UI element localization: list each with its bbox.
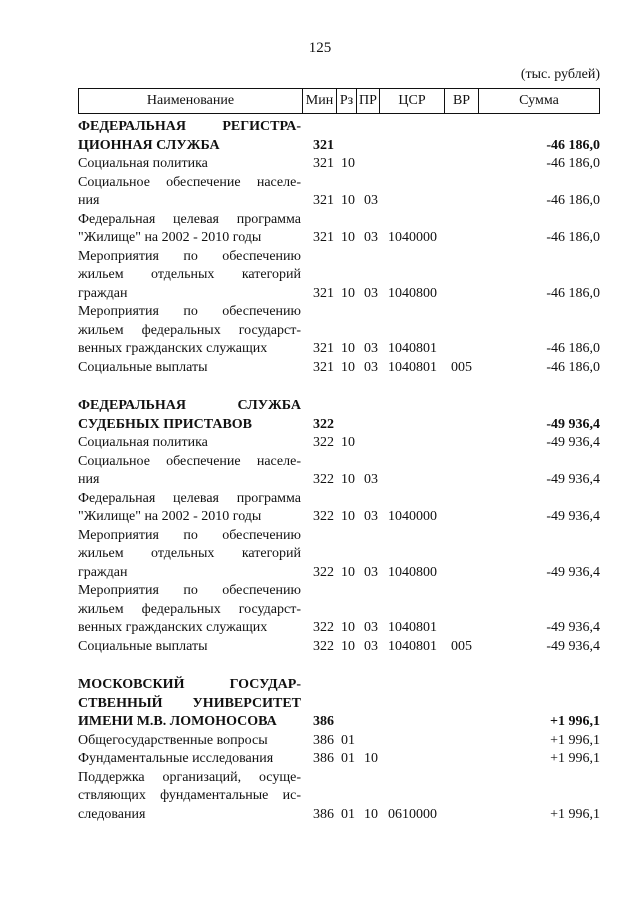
row-csr: 1040800 [388,564,437,580]
section-title-line: МОСКОВСКИЙ ГОСУДАР- [78,677,301,692]
row-name-line: жильем федеральных государст- [78,601,301,617]
section-title-line: ЦИОННАЯ СЛУЖБА [78,137,220,153]
row-csr: 1040000 [388,509,437,524]
row-sum: -46 186,0 [546,193,600,208]
row-sum: -46 186,0 [546,156,600,171]
row-name-line: ствляющих фундаментальные ис- [78,788,301,803]
row-sum: -49 936,4 [546,509,600,524]
row-name-line: Социальные выплаты [78,638,208,654]
row-name-line: "Жилище" на 2002 - 2010 годы [78,230,262,245]
row-name-line: Мероприятия по обеспечению [78,527,301,543]
row-rz: 10 [341,435,355,450]
row-name-line: Социальная политика [78,156,208,171]
row-rz: 10 [341,509,355,524]
header-csr: ЦСР [380,89,445,113]
row-rz: 10 [341,638,355,654]
row-name-line: жильем отдельных категорий [78,267,301,282]
row-sum: -46 186,0 [546,359,600,375]
row-pr: 03 [364,193,378,208]
row-sum: +1 996,1 [550,751,600,766]
section-sum: +1 996,1 [550,714,600,729]
row-pr: 03 [364,564,378,580]
row-name-line: Мероприятия по обеспечению [78,304,301,319]
row-name-line: ния [78,193,100,208]
row-rz: 01 [341,751,355,766]
row-csr: 1040801 [388,638,437,654]
header-name: Наименование [79,89,303,113]
row-name-line: Мероприятия по обеспечению [78,583,301,598]
row-rz: 10 [341,193,355,208]
row-sum: -46 186,0 [546,341,600,356]
header-min: Мин [303,89,337,113]
row-sum: -46 186,0 [546,230,600,245]
row-min: 322 [313,509,334,524]
section-sum: -49 936,4 [546,416,600,432]
row-pr: 03 [364,620,378,635]
section-min-code: 322 [313,416,334,432]
row-sum: -46 186,0 [546,285,600,301]
section-min-code: 321 [313,137,334,153]
row-pr: 03 [364,230,378,245]
row-name-line: Мероприятия по обеспечению [78,248,301,264]
row-sum: +1 996,1 [550,732,600,748]
row-rz: 10 [341,620,355,635]
table-header [78,88,600,114]
row-vr: 005 [451,638,472,654]
row-name-line: Федеральная целевая программа [78,211,301,227]
row-rz: 10 [341,472,355,487]
section-title-line: ФЕДЕРАЛЬНАЯ СЛУЖБА [78,398,301,413]
row-rz: 10 [341,285,355,301]
row-name-line: Поддержка организаций, осуще- [78,769,301,785]
row-sum: -49 936,4 [546,472,600,487]
row-name-line: венных гражданских служащих [78,341,268,356]
row-pr: 03 [364,341,378,356]
row-name-line: граждан [78,564,128,580]
units-label: (тыс. рублей) [520,67,600,82]
section-title-line: ИМЕНИ М.В. ЛОМОНОСОВА [78,714,277,729]
header-vr: ВР [445,89,479,113]
row-name-line: Федеральная целевая программа [78,490,301,506]
row-min: 321 [313,230,334,245]
row-csr: 1040000 [388,230,437,245]
row-min: 386 [313,751,334,766]
row-min: 322 [313,620,334,635]
row-min: 321 [313,341,334,356]
row-csr: 1040801 [388,620,437,635]
row-name-line: граждан [78,285,128,301]
section-title-line: СТВЕННЫЙ УНИВЕРСИТЕТ [78,695,301,711]
row-rz: 10 [341,230,355,245]
row-name-line: Социальное обеспечение населе- [78,174,301,190]
row-pr: 10 [364,751,378,766]
header-sum: Сумма [519,93,559,108]
row-csr: 1040801 [388,359,437,375]
row-name-line: Социальная политика [78,435,208,450]
section-title-line: СУДЕБНЫХ ПРИСТАВОВ [78,416,253,432]
row-name-line: Социальные выплаты [78,359,208,375]
header-rz: Рз [337,89,357,113]
section-sum: -46 186,0 [546,137,600,153]
row-vr: 005 [451,359,472,375]
row-min: 321 [313,359,334,375]
page-number: 125 [308,40,332,56]
row-pr: 03 [364,285,378,301]
row-pr: 10 [364,806,378,822]
row-name-line: "Жилище" на 2002 - 2010 годы [78,509,262,524]
row-rz: 10 [341,359,355,375]
row-min: 386 [313,732,334,748]
row-name-line: ния [78,472,100,487]
row-name-line: венных гражданских служащих [78,620,268,635]
row-pr: 03 [364,509,378,524]
row-min: 321 [313,285,334,301]
row-name-line: Социальное обеспечение населе- [78,453,301,469]
row-csr: 0610000 [388,806,437,822]
row-min: 322 [313,564,334,580]
row-rz: 10 [341,341,355,356]
row-sum: -49 936,4 [546,638,600,654]
row-csr: 1040801 [388,341,437,356]
row-name-line: следования [78,806,146,822]
row-sum: -49 936,4 [546,435,600,450]
row-pr: 03 [364,472,378,487]
row-pr: 03 [364,359,378,375]
row-name-line: Фундаментальные исследования [78,751,274,766]
row-rz: 01 [341,732,355,748]
row-rz: 01 [341,806,355,822]
row-name-line: жильем федеральных государст- [78,322,301,338]
row-min: 321 [313,156,334,171]
row-rz: 10 [341,564,355,580]
row-sum: -49 936,4 [546,564,600,580]
row-sum: -49 936,4 [546,620,600,635]
row-min: 386 [313,806,334,822]
header-pr: ПР [357,89,380,113]
row-min: 322 [313,472,334,487]
row-min: 322 [313,638,334,654]
row-sum: +1 996,1 [550,806,600,822]
section-title-line: ФЕДЕРАЛЬНАЯ РЕГИСТРА- [78,119,301,134]
row-name-line: Общегосударственные вопросы [78,732,268,748]
row-name-line: жильем отдельных категорий [78,546,301,561]
row-min: 321 [313,193,334,208]
section-min-code: 386 [313,714,334,729]
row-rz: 10 [341,156,355,171]
row-min: 322 [313,435,334,450]
row-pr: 03 [364,638,378,654]
row-csr: 1040800 [388,285,437,301]
